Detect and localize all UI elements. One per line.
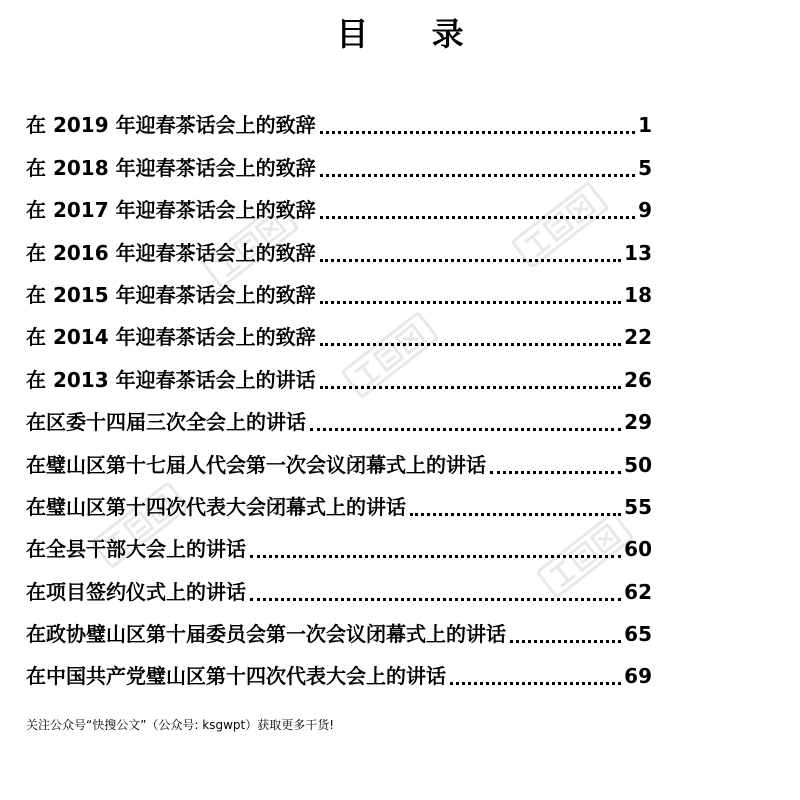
toc-page-number: 1 bbox=[638, 113, 652, 138]
toc-dot-leader bbox=[320, 131, 635, 134]
toc-entry-title: 在 2017 年迎春茶话会上的致辞 bbox=[26, 198, 316, 223]
toc-entry-title: 在 2014 年迎春茶话会上的致辞 bbox=[26, 325, 316, 350]
toc-entry-title: 在 2016 年迎春茶话会上的致辞 bbox=[26, 240, 316, 265]
toc-entry[interactable] bbox=[26, 401, 652, 443]
toc-page-number: 50 bbox=[624, 452, 652, 477]
toc-entry[interactable] bbox=[26, 358, 652, 400]
toc-dot-leader bbox=[250, 598, 621, 601]
toc-dot-leader bbox=[320, 216, 635, 219]
toc-entry[interactable] bbox=[26, 486, 652, 528]
toc-dot-leader bbox=[320, 301, 622, 304]
toc-entry-title: 在璧山区第十四次代表大会闭幕式上的讲话 bbox=[26, 494, 406, 519]
toc-entry-title: 在璧山区第十七届人代会第一次会议闭幕式上的讲话 bbox=[26, 452, 486, 477]
toc-entry[interactable] bbox=[26, 274, 652, 316]
toc-entry-title: 在区委十四届三次全会上的讲话 bbox=[26, 410, 306, 435]
toc-page-number: 60 bbox=[624, 537, 652, 562]
toc-dot-leader bbox=[450, 682, 621, 685]
toc-entry[interactable] bbox=[26, 231, 652, 273]
toc-dot-leader bbox=[310, 428, 621, 431]
toc-entry-title: 在 2018 年迎春茶话会上的致辞 bbox=[26, 155, 316, 180]
toc-dot-leader bbox=[250, 555, 621, 558]
page-title: 目 录 bbox=[336, 15, 490, 53]
toc-entry[interactable] bbox=[26, 570, 652, 612]
toc-dot-leader bbox=[410, 513, 621, 516]
toc-dot-leader bbox=[510, 640, 621, 643]
toc-entry[interactable] bbox=[26, 655, 652, 697]
toc-page-number: 22 bbox=[624, 325, 652, 350]
toc-entry[interactable] bbox=[26, 316, 652, 358]
toc-page-number: 55 bbox=[624, 494, 652, 519]
toc-dot-leader bbox=[320, 174, 635, 177]
toc-entry[interactable] bbox=[26, 613, 652, 655]
toc-entry-title: 在政协璧山区第十届委员会第一次会议闭幕式上的讲话 bbox=[26, 622, 506, 647]
toc-entry-title: 在 2013 年迎春茶话会上的讲话 bbox=[26, 367, 316, 392]
toc-page-number: 69 bbox=[624, 664, 652, 689]
toc-page-number: 13 bbox=[624, 240, 652, 265]
toc-entry[interactable] bbox=[26, 528, 652, 570]
toc-entry-title: 在中国共产党璧山区第十四次代表大会上的讲话 bbox=[26, 664, 446, 689]
toc-dot-leader bbox=[320, 386, 622, 389]
toc-entry[interactable] bbox=[26, 443, 652, 485]
toc-page-number: 9 bbox=[638, 198, 652, 223]
toc-dot-leader bbox=[490, 471, 621, 474]
toc-page-number: 29 bbox=[624, 410, 652, 435]
toc-entry-title: 在项目签约仪式上的讲话 bbox=[26, 579, 246, 604]
toc-page-number: 26 bbox=[624, 367, 652, 392]
toc-entry-title: 在全县干部大会上的讲话 bbox=[26, 537, 246, 562]
toc-dot-leader bbox=[320, 343, 622, 346]
table-of-contents bbox=[26, 104, 652, 697]
toc-entry-title: 在 2015 年迎春茶话会上的致辞 bbox=[26, 282, 316, 307]
toc-page-number: 62 bbox=[624, 579, 652, 604]
toc-entry[interactable] bbox=[26, 104, 652, 146]
toc-entry-title: 在 2019 年迎春茶话会上的致辞 bbox=[26, 113, 316, 138]
toc-dot-leader bbox=[320, 259, 622, 262]
toc-page-number: 18 bbox=[624, 282, 652, 307]
toc-entry[interactable] bbox=[26, 146, 652, 188]
toc-page-number: 65 bbox=[624, 622, 652, 647]
toc-page-number: 5 bbox=[638, 155, 652, 180]
footer-note: 关注公众号“快搜公文”（公众号: ksgwpt）获取更多干货! bbox=[26, 718, 335, 732]
toc-entry[interactable] bbox=[26, 189, 652, 231]
